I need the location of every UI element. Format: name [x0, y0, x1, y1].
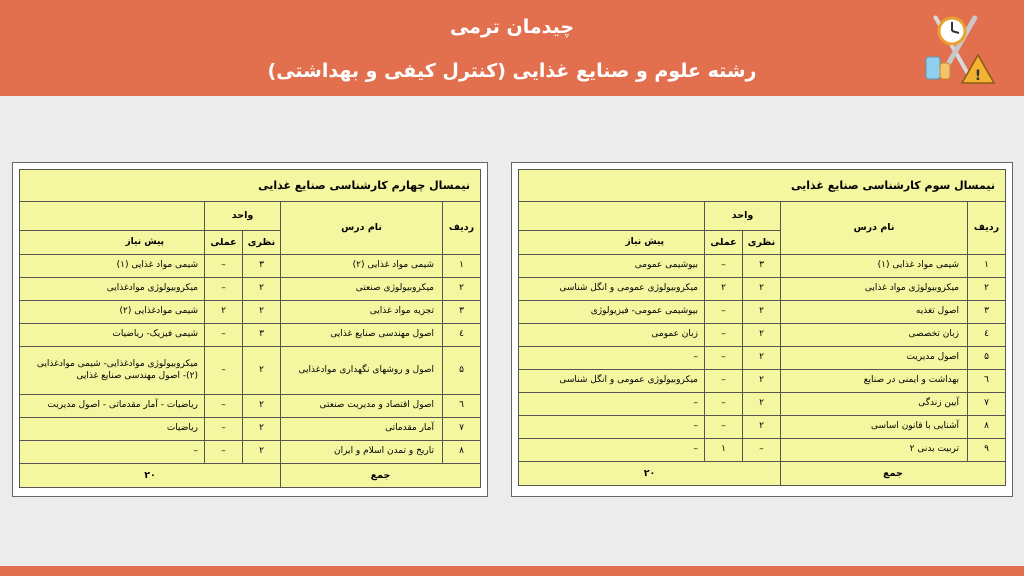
practical-units: –: [705, 393, 743, 416]
svg-text:!: !: [974, 68, 982, 84]
prerequisite: میکروبیولوژی عمومی و انگل شناسی: [519, 278, 705, 301]
course-name: شیمی مواد غذایی (۱): [781, 255, 968, 278]
course-name: شیمی مواد غذایی (۲): [281, 255, 443, 278]
row-number: ۳: [968, 301, 1006, 324]
theory-units: ۲: [743, 347, 781, 370]
theory-units: ۲: [743, 416, 781, 439]
row-number: ۱: [968, 255, 1006, 278]
theory-units: ۳: [243, 324, 281, 347]
col-row: ردیف: [968, 202, 1006, 255]
prerequisite: –: [519, 393, 705, 416]
row-number: ٦: [443, 395, 481, 418]
theory-units: –: [743, 439, 781, 462]
practical-units: –: [705, 416, 743, 439]
course-name: تربیت بدنی ۲: [781, 439, 968, 462]
course-name: زبان تخصصی: [781, 324, 968, 347]
theory-units: ۲: [243, 395, 281, 418]
practical-units: ۲: [705, 278, 743, 301]
course-name: تاریخ و تمدن اسلام و ایران: [281, 441, 443, 464]
practical-units: ۱: [705, 439, 743, 462]
row-number: ٦: [968, 370, 1006, 393]
theory-units: ۲: [743, 301, 781, 324]
semester-3-table: [518, 169, 1006, 486]
prerequisite: –: [20, 441, 205, 464]
slide-subtitle: رشته علوم و صنایع غذایی (کنترل کیفی و بهداشتی): [267, 60, 757, 82]
prerequisite: میکروبیولوژی موادغذایی- شیمی موادغذایی (۲)- اصول مهندسی صنایع غذایی: [20, 347, 205, 395]
table-row: [20, 395, 481, 418]
total-value: ۲۰: [20, 464, 281, 488]
theory-units: ۲: [743, 370, 781, 393]
slide-title: چیدمان ترمی: [449, 16, 575, 38]
course-name: تجزیه مواد غذایی: [281, 301, 443, 324]
row-number: ۸: [968, 416, 1006, 439]
course-name: آیین زندگی: [781, 393, 968, 416]
table-row: [519, 347, 1006, 370]
table-row: [20, 301, 481, 324]
course-name: اصول مدیریت: [781, 347, 968, 370]
course-name: اصول و روشهای نگهداری موادغذایی: [281, 347, 443, 395]
course-name: اصول مهندسی صنایع غذایی: [281, 324, 443, 347]
practical-units: –: [205, 418, 243, 441]
col-prereq: پیش نیاز: [519, 231, 705, 255]
table-row: [519, 370, 1006, 393]
col-course: نام درس: [281, 202, 443, 255]
course-name: اصول اقتصاد و مدیریت صنعتی: [281, 395, 443, 418]
table-row: [20, 255, 481, 278]
table-row: [519, 439, 1006, 462]
prerequisite: –: [519, 439, 705, 462]
table-row: [20, 418, 481, 441]
table-row: [20, 441, 481, 464]
row-number: ۵: [968, 347, 1006, 370]
course-name: بهداشت و ایمنی در صنایع: [781, 370, 968, 393]
prerequisite: –: [519, 347, 705, 370]
practical-units: –: [705, 370, 743, 393]
table-row: [519, 301, 1006, 324]
theory-units: ۲: [743, 324, 781, 347]
prerequisite: شیمی موادغذایی (۲): [20, 301, 205, 324]
course-name: آشنایی با قانون اساسی: [781, 416, 968, 439]
row-number: ۱: [443, 255, 481, 278]
prerequisite: میکروبیولوژی عمومی و انگل شناسی: [519, 370, 705, 393]
table-row: [519, 255, 1006, 278]
theory-units: ۲: [243, 441, 281, 464]
col-theory: نظری: [743, 231, 781, 255]
col-practical: عملی: [705, 231, 743, 255]
course-name: اصول تغذیه: [781, 301, 968, 324]
col-units: واحد: [205, 202, 281, 231]
prerequisite: –: [519, 416, 705, 439]
theory-units: ۲: [743, 278, 781, 301]
table-row: [519, 278, 1006, 301]
practical-units: –: [205, 255, 243, 278]
table-row: [519, 324, 1006, 347]
row-number: ۹: [968, 439, 1006, 462]
col-units: واحد: [705, 202, 781, 231]
prerequisite: ریاضیات - آمار مقدماتی - اصول مدیریت: [20, 395, 205, 418]
theory-units: ۲: [243, 418, 281, 441]
practical-units: –: [705, 324, 743, 347]
prerequisite: شیمی مواد غذایی (۱): [20, 255, 205, 278]
col-prereq: پیش نیاز: [20, 231, 205, 255]
course-name: میکروبیولوژی مواد غذایی: [781, 278, 968, 301]
table-row: [519, 416, 1006, 439]
row-number: ۲: [443, 278, 481, 301]
practical-units: –: [705, 347, 743, 370]
row-number: ۷: [443, 418, 481, 441]
col-course: نام درس: [781, 202, 968, 255]
table-row: [519, 393, 1006, 416]
course-name: آمار مقدماتی: [281, 418, 443, 441]
prerequisite: ریاضیات: [20, 418, 205, 441]
total-label: جمع: [281, 464, 481, 488]
semester-4-table: [19, 169, 481, 488]
table-title: نیمسال چهارم کارشناسی صنایع غذایی: [20, 170, 481, 202]
col-row: ردیف: [443, 202, 481, 255]
theory-units: ۲: [243, 347, 281, 395]
theory-units: ۲: [743, 393, 781, 416]
practical-units: –: [705, 255, 743, 278]
practical-units: –: [205, 278, 243, 301]
semester-4-panel: [12, 162, 488, 497]
prerequisite: بیوشیمی عمومی- فیزیولوژی: [519, 301, 705, 324]
col-practical: عملی: [205, 231, 243, 255]
prerequisite: میکروبیولوژی موادغذایی: [20, 278, 205, 301]
table-row: [20, 347, 481, 395]
practical-units: –: [205, 347, 243, 395]
course-name: میکروبیولوژی صنعتی: [281, 278, 443, 301]
row-number: ۳: [443, 301, 481, 324]
bottom-accent-bar: [0, 566, 1024, 576]
semester-3-panel: [511, 162, 1013, 497]
total-label: جمع: [781, 462, 1006, 486]
theory-units: ۳: [243, 255, 281, 278]
prerequisite: شیمی فیزیک- ریاضیات: [20, 324, 205, 347]
theory-units: ۲: [243, 301, 281, 324]
row-number: ۵: [443, 347, 481, 395]
total-value: ۲۰: [519, 462, 781, 486]
theory-units: ۲: [243, 278, 281, 301]
practical-units: –: [205, 395, 243, 418]
col-theory: نظری: [243, 231, 281, 255]
slide-header: [0, 0, 1024, 96]
prerequisite: زبان عمومی: [519, 324, 705, 347]
row-number: ٤: [443, 324, 481, 347]
header-blank: [519, 202, 705, 231]
row-number: ۷: [968, 393, 1006, 416]
row-number: ۲: [968, 278, 1006, 301]
row-number: ۸: [443, 441, 481, 464]
practical-units: ۲: [205, 301, 243, 324]
theory-units: ۳: [743, 255, 781, 278]
prerequisite: بیوشیمی عمومی: [519, 255, 705, 278]
fork-knife-clock-warning-logo: [912, 5, 998, 91]
row-number: ٤: [968, 324, 1006, 347]
header-blank: [20, 202, 205, 231]
practical-units: –: [705, 301, 743, 324]
table-row: [20, 324, 481, 347]
table-row: [20, 278, 481, 301]
practical-units: –: [205, 324, 243, 347]
practical-units: –: [205, 441, 243, 464]
table-title: نیمسال سوم کارشناسی صنایع غذایی: [519, 170, 1006, 202]
